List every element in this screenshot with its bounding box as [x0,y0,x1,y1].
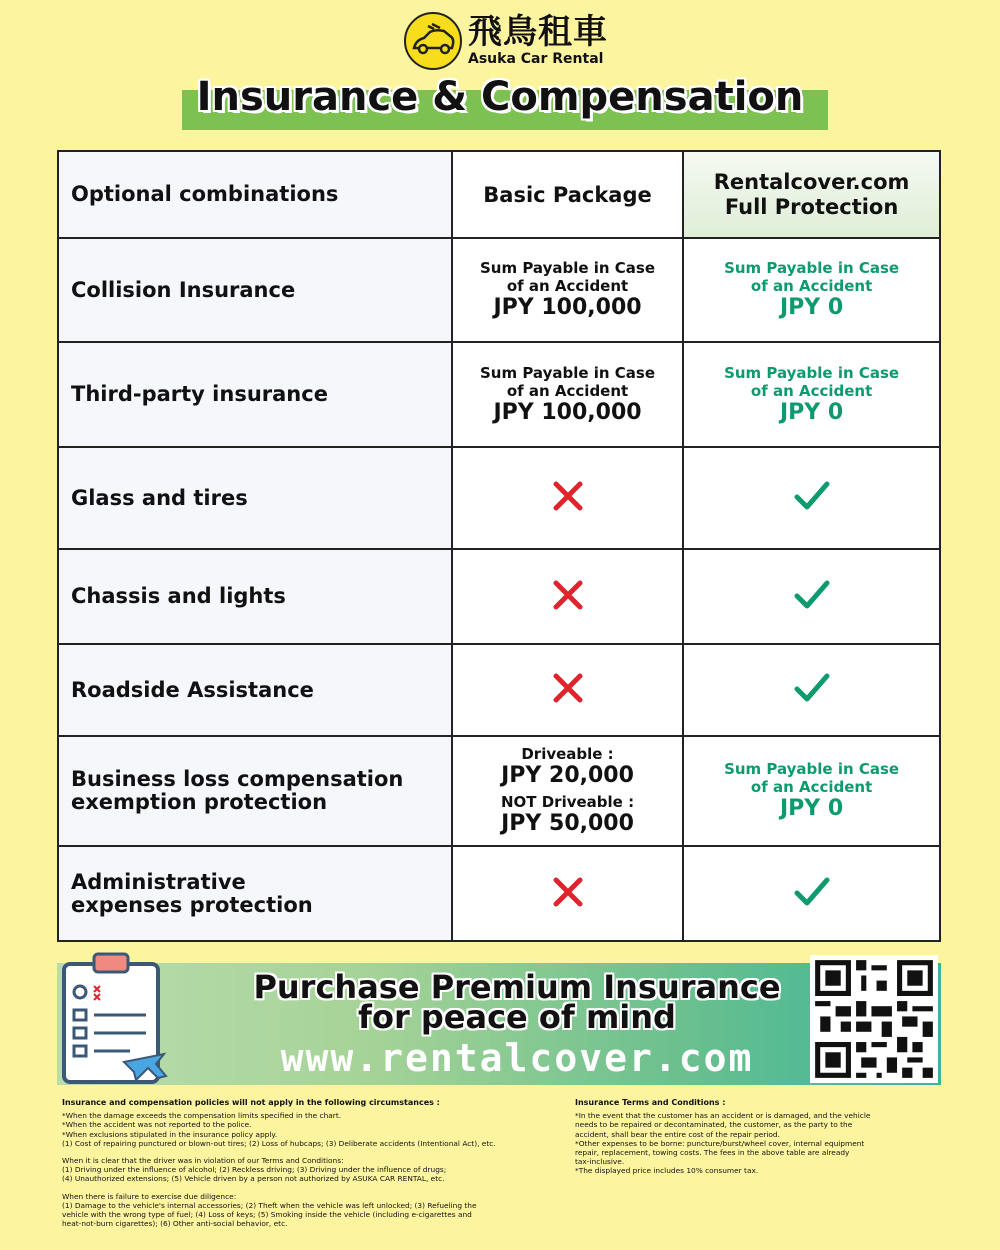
row-label: Glass and tires [58,447,452,549]
not-driveable-label: NOT Driveable : [500,793,635,811]
note-line: (1) Cost of repairing punctured or blown-out tires; (2) Loss of hubcaps; (3) Deliberate accidents (Intentional Act), etc. [62,1138,496,1148]
basic-cell [452,549,683,644]
row-label-line: expenses protection [71,892,313,917]
row-label-line: Business loss compensation [71,767,404,791]
check-icon [792,476,832,516]
table-row [58,549,940,644]
note-line: *The displayed price includes 10% consumer tax. [575,1166,759,1176]
row-label-line: Administrative [71,869,246,894]
sum-label: Sum Payable in Case [480,363,656,382]
banner-headline-line2: for peace of mind [358,998,676,1036]
header-optional-combinations: Optional combinations [58,151,452,238]
driveable-amount: JPY 20,000 [501,763,634,788]
table-row [58,736,940,846]
cross-icon [548,476,588,516]
exclusions-block-1 [62,1111,502,1148]
basic-cell [452,238,683,342]
note-line: tax-inclusive. [575,1157,625,1167]
table-row [58,238,940,342]
promo-banner [57,963,941,1085]
check-icon [792,668,832,708]
sum-label: Sum Payable in Case [724,363,900,382]
row-label: Chassis and lights [58,549,452,644]
note-line: needs to be repaired or decontaminated, the customer, as the party to the [575,1120,853,1130]
table-row [58,447,940,549]
full-cell [683,644,940,736]
sum-label: of an Accident [506,277,629,295]
note-line: *When the accident was not reported to the police. [62,1120,252,1130]
table-row [58,644,940,736]
basic-cell [452,644,683,736]
sum-label: of an Accident [750,277,873,295]
basic-cell [452,342,683,447]
row-label: Third-party insurance [58,342,452,447]
full-cell [683,736,940,846]
exclusions-notes [62,1098,502,1236]
cross-icon [548,575,588,615]
note-line: (1) Damage to the vehicle's internal accessories; (2) Theft when the vehicle was left unlocked; (3) Refueling the [62,1200,477,1210]
full-cell [683,549,940,644]
note-line: *When exclusions stipulated in the insurance policy apply. [62,1129,278,1139]
note-line: *In the event that the customer has an accident or is damaged, and the vehicle [575,1111,871,1121]
sum-amount: JPY 0 [779,796,844,821]
full-cell [683,447,940,549]
comparison-table [57,150,941,942]
table-row [58,846,940,941]
brand-name-en: Asuka Car Rental [468,51,604,67]
note-line: (4) Unauthorized extensions; (5) Vehicle driven by a person not authorized by ASUKA CAR RENTAL, etc. [62,1174,445,1184]
note-line: (1) Driving under the influence of alcohol; (2) Reckless driving; (3) Driving under the influence of drugs; [62,1165,447,1175]
basic-cell [452,846,683,941]
row-label-line: exemption protection [71,790,328,814]
sum-amount: JPY 0 [779,295,844,320]
banner-headline-line1: Purchase Premium Insurance [253,968,781,1006]
not-driveable-amount: JPY 50,000 [501,811,634,836]
sum-amount: JPY 100,000 [493,399,642,425]
check-icon [792,872,832,912]
page-title: Insurance & Compensation [196,74,804,120]
qr-code-icon [810,955,938,1083]
sum-label: of an Accident [750,778,873,796]
sum-label: Sum Payable in Case [480,259,656,277]
note-line: heat-not-burn cigarettes); (6) Other anti-social behavior, etc. [62,1219,288,1229]
row-label [58,736,452,846]
row-label: Collision Insurance [58,238,452,342]
cross-icon [548,872,588,912]
table-header-row [58,151,940,238]
cross-icon [548,668,588,708]
sum-label: of an Accident [506,381,629,400]
sum-amount: JPY 100,000 [493,295,642,320]
terms-block [575,1111,875,1175]
full-cell [683,238,940,342]
note-line: *Other expenses to be borne: puncture/burst/wheel cover, internal equipment [575,1138,865,1148]
basic-cell [452,736,683,846]
basic-cell [452,447,683,549]
exclusions-block-3 [62,1192,502,1229]
row-label: Roadside Assistance [58,644,452,736]
brand-logo [404,12,608,70]
sum-label: of an Accident [750,381,873,400]
note-line: repair, replacement, towing costs. The fees in the above table are already [575,1148,850,1158]
brand-name-cn: 飛鳥租車 [468,12,608,52]
header-full-protection [683,151,940,238]
row-label [58,846,452,941]
note-line: When it is clear that the driver was in violation of our Terms and Conditions: [62,1156,344,1166]
driveable-label: Driveable : [521,745,614,763]
clipboard-icon [60,950,170,1090]
note-line: accident, shall bear the entire cost of the repair period. [575,1129,780,1139]
header-basic-package: Basic Package [452,151,683,238]
header-full-protection-label: Rentalcover.com Full Protection [713,169,910,219]
table-row [58,342,940,447]
terms-heading: Insurance Terms and Conditions : [575,1098,726,1107]
sum-label: Sum Payable in Case [724,760,900,778]
note-line: vehicle with the wrong type of fuel; (4) Loss of keys; (5) Smoking inside the vehicle (including e-cigarettes and [62,1210,472,1220]
exclusions-heading: Insurance and compensation policies will not apply in the following circumstances : [62,1098,440,1107]
check-icon [792,575,832,615]
car-logo-icon [404,12,462,70]
note-line: When there is failure to exercise due diligence: [62,1191,237,1201]
full-cell [683,846,940,941]
note-line: *When the damage exceeds the compensation limits specified in the chart. [62,1111,342,1121]
full-cell [683,342,940,447]
sum-amount: JPY 0 [779,399,844,425]
exclusions-block-2 [62,1156,502,1184]
banner-url-link[interactable]: www.rentalcover.com [280,1036,754,1080]
sum-label: Sum Payable in Case [724,259,900,277]
terms-notes [575,1098,875,1184]
